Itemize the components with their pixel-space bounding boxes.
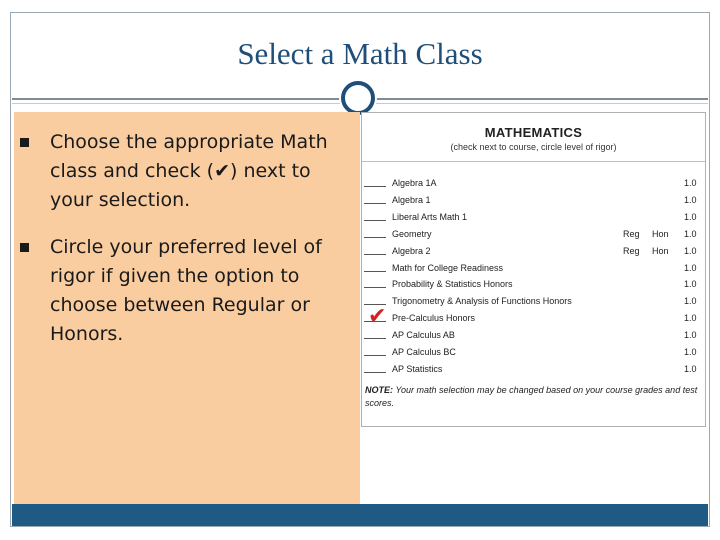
course-name: Probability & Statistics Honors: [392, 279, 513, 290]
course-credit: 1.0: [684, 296, 697, 307]
bullet-item: [16, 128, 356, 215]
course-row: [362, 293, 705, 310]
note-text: Your math selection may be changed based on your course grades and test scores.: [365, 385, 698, 408]
bullet-text: Choose the appropriate Math class and check (✔) next to your selection.: [50, 131, 328, 211]
circle-ornament-icon: [341, 81, 375, 115]
form-header: [362, 113, 705, 162]
check-blank: [364, 254, 386, 255]
course-row: [362, 276, 705, 293]
rigor-honors: Hon: [652, 228, 669, 239]
check-blank: [364, 287, 386, 288]
rigor-regular: Reg: [623, 228, 640, 239]
course-name: Geometry: [392, 228, 432, 239]
course-row: [362, 260, 705, 277]
course-name: AP Calculus AB: [392, 330, 455, 341]
mathematics-form-image: [361, 112, 706, 427]
check-blank: [364, 271, 386, 272]
course-name: Algebra 2: [392, 245, 431, 256]
check-blank: [364, 338, 386, 339]
course-row: [362, 209, 705, 226]
course-name: Math for College Readiness: [392, 262, 504, 273]
rigor-honors: Hon: [652, 245, 669, 256]
course-name: AP Statistics: [392, 363, 443, 374]
bullet-text: Circle your preferred level of rigor if given the option to choose between Regular or Honors.: [50, 236, 322, 345]
form-subtitle: (check next to course, circle level of rigor): [450, 142, 617, 152]
course-name: Algebra 1: [392, 194, 431, 205]
course-row: [362, 226, 705, 243]
course-credit: 1.0: [684, 211, 697, 222]
course-credit: 1.0: [684, 262, 697, 273]
check-blank: [364, 372, 386, 373]
course-row: [362, 361, 705, 378]
course-row: [362, 175, 705, 192]
bullet-list: [16, 128, 356, 367]
check-blank: [364, 355, 386, 356]
course-credit: 1.0: [684, 363, 697, 374]
check-blank: [364, 186, 386, 187]
bullet-item: [16, 233, 356, 349]
form-note: [365, 384, 701, 410]
footer-bar: [12, 504, 708, 526]
course-row: [362, 192, 705, 209]
course-credit: 1.0: [684, 245, 697, 256]
course-credit: 1.0: [684, 178, 697, 188]
square-bullet-icon: [20, 138, 29, 147]
rigor-regular: Reg: [623, 245, 640, 256]
form-title: MATHEMATICS: [484, 125, 583, 140]
course-name: Liberal Arts Math 1: [392, 211, 468, 222]
course-row: [362, 243, 705, 260]
course-row: [362, 344, 705, 361]
course-credit: 1.0: [684, 313, 697, 324]
course-name: Trigonometry & Analysis of Functions Honors: [392, 296, 572, 307]
course-name: AP Calculus BC: [392, 347, 456, 357]
course-row: [362, 327, 705, 344]
course-row: [362, 304, 705, 330]
course-name: Algebra 1A: [392, 178, 437, 188]
course-credit: 1.0: [684, 279, 697, 290]
note-label: NOTE:: [365, 385, 393, 395]
course-credit: 1.0: [684, 194, 697, 205]
slide-title: Select a Math Class: [237, 36, 483, 71]
course-credit: 1.0: [684, 228, 697, 239]
course-credit: 1.0: [684, 330, 697, 341]
check-blank: [364, 203, 386, 204]
course-name: Pre-Calculus Honors: [392, 313, 476, 324]
check-blank: [364, 220, 386, 221]
course-credit: 1.0: [684, 347, 697, 357]
square-bullet-icon: [20, 243, 29, 252]
checkmark-icon: ✔: [368, 304, 387, 330]
check-blank: [364, 237, 386, 238]
